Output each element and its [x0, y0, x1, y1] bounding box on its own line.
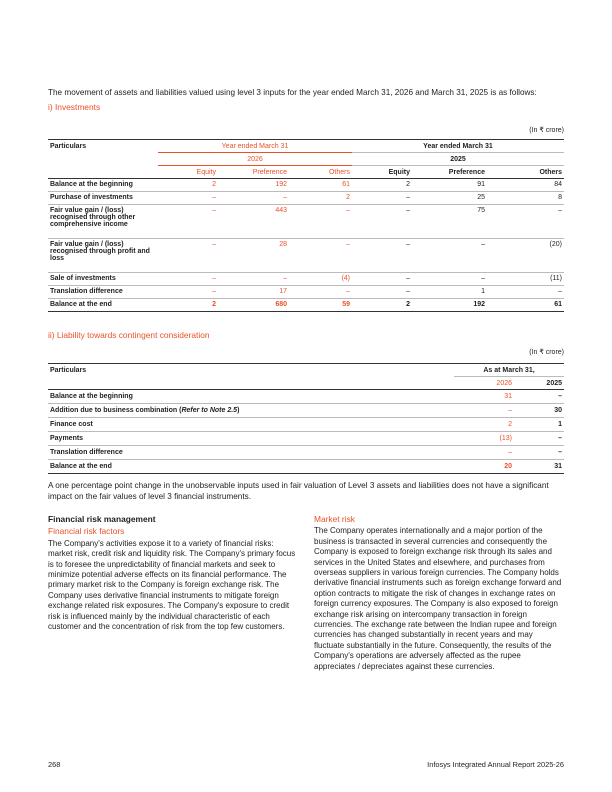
header-col-equity-2025: Equity [388, 168, 410, 176]
header-group-2026: Year ended March 31 [158, 140, 352, 153]
table-row [48, 460, 564, 474]
row-label: Translation difference [50, 288, 123, 295]
cell-value-2026: – [508, 449, 512, 456]
cell-value: 61 [342, 181, 350, 188]
cell-value: 2 [212, 181, 216, 188]
cell-value: 443 [275, 207, 287, 214]
row-label: Payments [50, 435, 84, 442]
row-label: Balance at the beginning [50, 393, 133, 400]
row-label [48, 404, 454, 418]
table-row [48, 432, 564, 446]
header-year-2026: 2026 [158, 153, 352, 166]
cell-value: – [212, 275, 216, 282]
table-row [48, 179, 564, 192]
row-label: Sale of investments [50, 275, 116, 282]
cell-value: – [212, 288, 216, 295]
unit-label-investments: (In ₹ crore) [529, 127, 564, 134]
header-col-preference-2026: Preference [252, 168, 287, 176]
financial-risk-body: The Company's activities expose it to a variety of financial risks: market risk, credit risk and liquidity risk. The Company's primary focus is to foresee the unpredictability of financial markets and seek to minimize potential adverse effects on its financial performance. The primary market risk to the Company is foreign exchange risk. The Company uses derivative financial instruments to mitigate foreign exchange related risk exposures. The Company's exposure to credit risk is influenced mainly by the individual characteristic of each customer and the concentration of risk from the top few customers. [48, 538, 296, 632]
intro-text: The movement of assets and liabilities valued using level 3 inputs for the year ended March 31, 2026 and March 31, 2025 is as follows: [48, 88, 537, 97]
cell-value: 25 [477, 194, 485, 201]
table-row [48, 239, 564, 273]
row-label: Fair value gain / (loss) recognised through profit and loss [50, 241, 150, 262]
cell-value: 1 [481, 288, 485, 295]
header-col-others-2026: Others [328, 168, 350, 176]
cell-value: – [558, 288, 562, 295]
row-label: Finance cost [50, 421, 93, 428]
table-row [48, 446, 564, 460]
table-row [48, 192, 564, 205]
row-label: Balance at the beginning [50, 181, 133, 188]
c-header-particulars: Particulars [50, 366, 87, 374]
cell-value: 680 [275, 301, 287, 308]
cell-value: 75 [477, 207, 485, 214]
note-reference: Refer to Note 2.5 [181, 407, 238, 414]
cell-value-2025: – [558, 393, 562, 400]
row-label: Translation difference [50, 449, 123, 456]
header-col-preference-2025: Preference [448, 168, 485, 176]
header-group-2025: Year ended March 31 [352, 140, 564, 153]
cell-value: – [406, 241, 410, 248]
cell-value: 17 [279, 288, 287, 295]
header-particulars: Particulars [50, 142, 87, 150]
cell-value: 28 [279, 241, 287, 248]
cell-value-2026: 2 [508, 421, 512, 428]
cell-value-2025: 30 [554, 407, 562, 414]
cell-value: (20) [549, 241, 562, 248]
cell-value: 8 [558, 194, 562, 201]
table-row [48, 390, 564, 404]
table-row [48, 299, 564, 312]
cell-value: – [283, 275, 287, 282]
c-header-year-2026: 2026 [496, 379, 512, 387]
financial-risk-column [48, 514, 296, 632]
cell-value: – [406, 275, 410, 282]
cell-value-2025: – [558, 449, 562, 456]
cell-value: – [406, 194, 410, 201]
c-header-year-2025: 2025 [546, 379, 562, 387]
cell-value-2025: 31 [554, 463, 562, 470]
cell-value: 91 [477, 181, 485, 188]
header-col-others-2025: Others [539, 168, 562, 176]
market-risk-subheading: Market risk [314, 514, 355, 524]
cell-value: – [346, 207, 350, 214]
table-row [48, 286, 564, 299]
cell-value: 2 [406, 301, 410, 308]
cell-value-2025: – [558, 435, 562, 442]
contingent-table [48, 363, 564, 474]
cell-value: – [558, 207, 562, 214]
cell-value-2026: 31 [504, 393, 512, 400]
cell-value: – [283, 194, 287, 201]
cell-value: 59 [342, 301, 350, 308]
cell-value-2026: – [508, 407, 512, 414]
cell-value: 2 [406, 181, 410, 188]
financial-risk-factors-subheading: Financial risk factors [48, 526, 125, 537]
row-label: Balance at the end [50, 463, 112, 470]
section-title-contingent: ii) Liability towards contingent consideration [48, 330, 210, 340]
cell-value: – [346, 288, 350, 295]
table-row [48, 273, 564, 286]
unit-label-contingent: (In ₹ crore) [529, 349, 564, 356]
cell-value: – [481, 241, 485, 248]
cell-value: 61 [554, 301, 562, 308]
table-row [48, 205, 564, 239]
cell-value: – [212, 194, 216, 201]
row-label-text: Addition due to business combination ( [50, 407, 182, 414]
cell-value: – [406, 207, 410, 214]
c-header-group: As at March 31, [454, 364, 564, 377]
cell-value-2026: 20 [504, 463, 512, 470]
header-year-2025: 2025 [352, 153, 564, 166]
cell-value: 2 [212, 301, 216, 308]
page-number: 268 [48, 760, 61, 769]
cell-value: – [346, 241, 350, 248]
cell-value: 192 [275, 181, 287, 188]
sensitivity-note: A one percentage point change in the unobservable inputs used in fair valuation of Level 3 assets and liabilities does not have a significant impact on the fair values of level 3 financial instruments. [48, 481, 549, 501]
cell-value-2025: 1 [558, 421, 562, 428]
cell-value: (11) [550, 275, 562, 282]
financial-risk-heading: Financial risk management [48, 514, 156, 524]
market-risk-body: The Company operates internationally and a major portion of the business is transacted in several currencies and consequently the Company is exposed to foreign exchange risk through its sales and services in the United States and elsewhere, and purchases from overseas suppliers in various foreign currencies. The Company holds derivative financial instruments such as foreign exchange forward and option contracts to mitigate the risk of changes in exchange rates on foreign currency exposures. The Company is also exposed to foreign exchange risk arising on intercompany transaction in foreign currencies. The exchange rate between the Indian rupee and foreign currencies has changed substantially in recent years and may fluctuate substantially in the future. Consequently, the results of the Company's operations are adversely affected as the rupee appreciates / depreciates against these currencies. [314, 526, 562, 671]
row-label: Balance at the end [50, 301, 112, 308]
cell-value: – [481, 275, 485, 282]
row-label-end: ) [237, 407, 240, 414]
row-label: Fair value gain / (loss) recognised through other comprehensive income [50, 207, 136, 228]
cell-value: (4) [341, 275, 350, 282]
table-row [48, 404, 564, 418]
cell-value-2026: (13) [499, 435, 512, 442]
report-title: Infosys Integrated Annual Report 2025-26 [427, 760, 564, 769]
header-col-equity-2026: Equity [196, 168, 216, 176]
cell-value: 192 [473, 301, 485, 308]
cell-value: – [212, 207, 216, 214]
cell-value: – [406, 288, 410, 295]
row-label: Purchase of investments [50, 194, 133, 201]
market-risk-column [314, 514, 564, 672]
table-row [48, 418, 564, 432]
section-title-investments: i) Investments [48, 102, 101, 112]
cell-value: – [212, 241, 216, 248]
investments-table [48, 139, 564, 312]
cell-value: 2 [346, 194, 350, 201]
cell-value: 84 [554, 181, 562, 188]
